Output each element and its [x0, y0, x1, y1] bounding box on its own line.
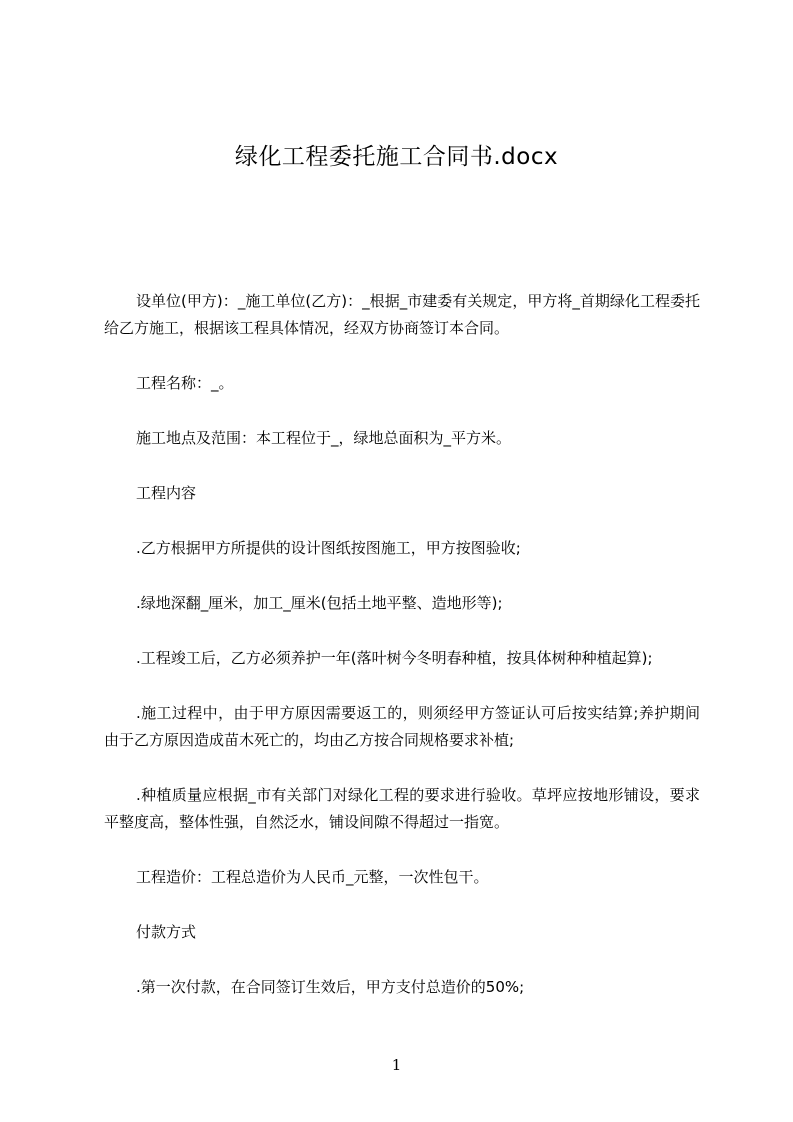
- paragraph-content-heading: 工程内容: [136, 484, 197, 502]
- paragraph-parties: 设单位(甲方)：_施工单位(乙方)：_根据_市建委有关规定，甲方将_首期绿化工程委托给乙方施工，根据该工程具体情况，经双方协商签订本合同。: [104, 292, 700, 337]
- paragraph-location: 施工地点及范围：本工程位于_，绿地总面积为_平方米。: [136, 429, 512, 447]
- document-body: [104, 288, 700, 1001]
- paragraph-item-design: .乙方根据甲方所提供的设计图纸按图施工，甲方按图验收;: [136, 539, 521, 557]
- document-title: 绿化工程委托施工合同书.docx: [234, 144, 559, 170]
- paragraph-item-quality: .种植质量应根据_市有关部门对绿化工程的要求进行验收。草坪应按地形铺设，要求平整度高，整体性强，自然泛水，铺设间隙不得超过一指宽。: [104, 786, 700, 831]
- paragraph-item-soil: .绿地深翻_厘米，加工_厘米(包括土地平整、造地形等);: [136, 594, 503, 612]
- page-number: 1: [391, 1056, 402, 1074]
- paragraph-payment-first: .第一次付款，在合同签订生效后，甲方支付总造价的50%;: [136, 978, 525, 996]
- paragraph-payment-heading: 付款方式: [136, 923, 197, 941]
- paragraph-item-rework: .施工过程中，由于甲方原因需要返工的，则须经甲方签证认可后按实结算;养护期间由于乙方原因造成苗木死亡的，均由乙方按合同规格要求补植;: [104, 704, 700, 749]
- paragraph-project-name: 工程名称：_。: [136, 374, 234, 392]
- paragraph-cost: 工程造价：工程总造价为人民币_元整，一次性包干。: [136, 868, 489, 886]
- paragraph-item-maintenance: .工程竣工后，乙方必须养护一年(落叶树今冬明春种植，按具体树种种植起算);: [136, 649, 653, 667]
